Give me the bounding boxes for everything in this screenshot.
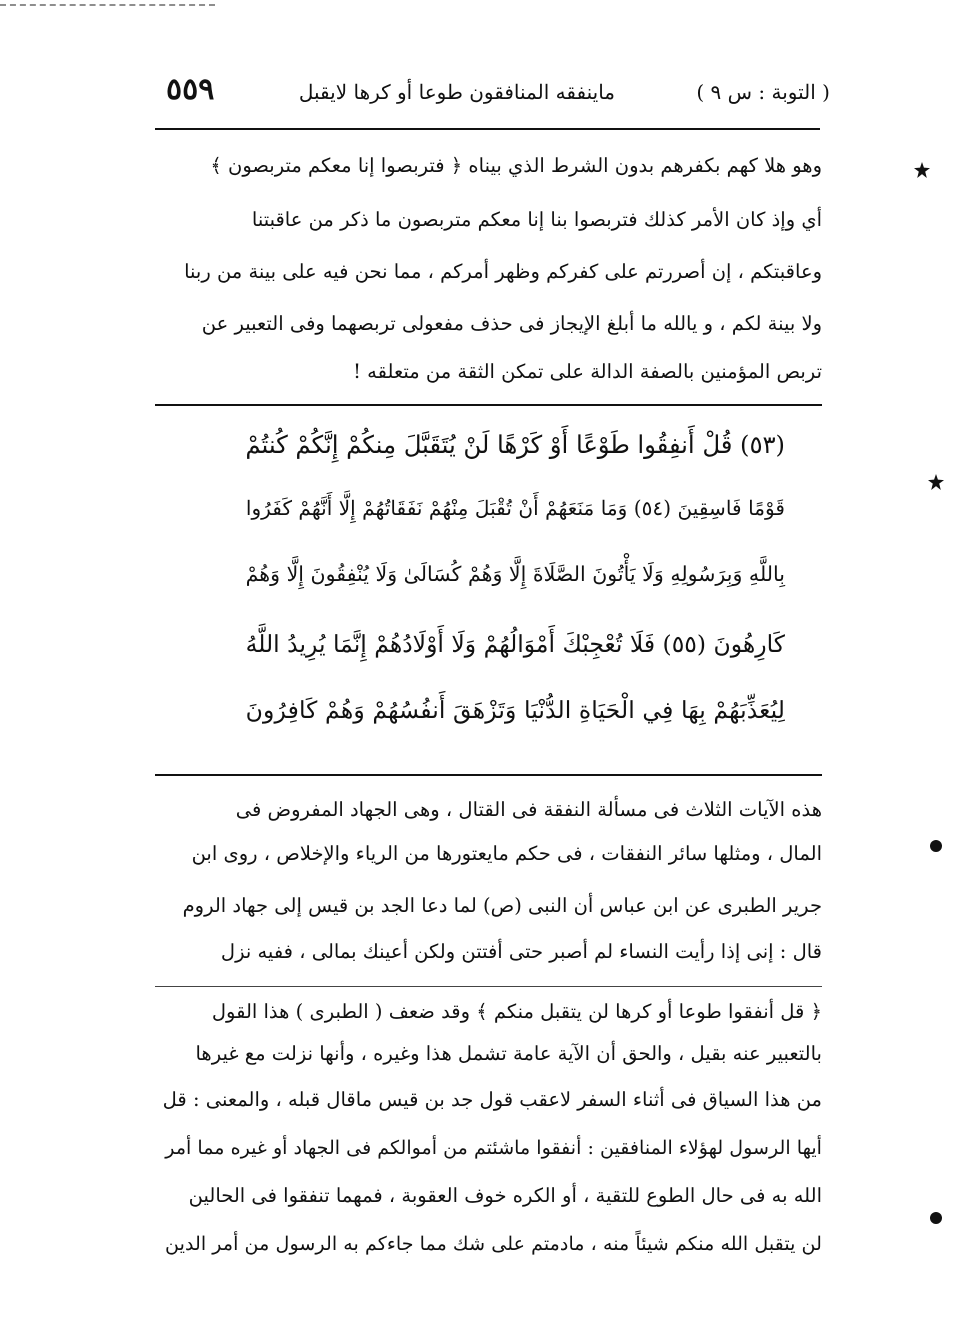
commentary-top	[158, 152, 822, 392]
verse-bottom-divider	[155, 774, 822, 776]
verse-line: (٥٣) قُلْ أَنفِقُوا طَوْعًا أَوْ كَرْهًا لَنْ يُتَقَبَّلَ مِنكُمْ إِنَّكُمْ كُنتُمْ	[245, 430, 785, 459]
text-separator	[155, 986, 822, 987]
header-divider	[155, 128, 820, 130]
commentary-bottom	[158, 1000, 822, 1300]
text-line: وعاقبتكم ، إن أصررتم على كفركم وظهر أمركم ، مما نحن فيه على بينة من ربنا	[184, 260, 822, 283]
scan-artifact	[0, 4, 215, 8]
text-line: من هذا السياق فى أثناء السفر لاعقب قول جد بن قيس ماقال قبله ، والمعنى : قل	[162, 1088, 822, 1111]
margin-mark-icon	[930, 1212, 942, 1224]
header-sura-reference: ( التوبة : س ٩ )	[696, 80, 830, 104]
text-line: قال : إنى إذا رأيت النساء لم أصبر حتى أفتتن ولكن أعينك بمالى ، ففيه نزل	[220, 940, 822, 963]
text-line: المال ، ومثلها سائر النفقات ، فى حكم مايعتورها من الرياء والإخلاص ، روى ابن	[191, 842, 822, 865]
text-line: تربص المؤمنين بالصفة الدالة على تمكن الثقة من متعلقه !	[353, 360, 822, 383]
text-line: الله به فى حال الطوع للتقية ، أو الكره خوف العقوبة ، فمهما تنفقوا فى الحالين	[188, 1184, 822, 1207]
margin-mark-icon	[930, 840, 942, 852]
verse-line: لِيُعَذِّبَهُمْ بِهَا فِي الْحَيَاةِ الدُّنْيَا وَتَزْهَقَ أَنفُسُهُمْ وَهُمْ كَافِرُونَ	[245, 696, 785, 724]
verse-line: بِاللَّهِ وَبِرَسُولِهِ وَلَا يَأْتُونَ الصَّلَاةَ إِلَّا وَهُمْ كُسَالَىٰ وَلَا يُنْفِقُونَ إِلَّا وَهُمْ	[245, 562, 785, 586]
verse-line: كَارِهُونَ (٥٥) فَلَا تُعْجِبْكَ أَمْوَالُهُمْ وَلَا أَوْلَادُهُمْ إِنَّمَا يُرِيدُ اللَّهُ	[245, 630, 785, 658]
text-line: ﴿ قل أنفقوا طوعا أو كرها لن يتقبل منكم ﴾ وقد ضعف ( الطبرى ) هذا القول	[211, 1000, 822, 1023]
header-title: ماينفقه المنافقون طوعا أو كرها لايقبل	[298, 80, 615, 104]
text-line: ولا بينة لكم ، و يالله ما أبلغ الإيجاز فى حذف مفعولى تربصهما وفى التعبير عن	[201, 312, 822, 335]
page-number: ٥٥٩	[166, 72, 215, 107]
commentary-middle	[158, 798, 822, 978]
margin-mark-icon	[928, 474, 944, 490]
verse-line: قَوْمًا فَاسِقِينَ (٥٤) وَمَا مَنَعَهُمْ أَنْ تُقْبَلَ مِنْهُمْ نَفَقَاتُهُمْ إِلَّا أَنَّهُمْ كَفَرُوا	[245, 496, 785, 520]
page-header	[160, 72, 830, 112]
text-line: جرير الطبرى عن ابن عباس أن النبى (ص) لما دعا الجد بن قيس إلى جهاد الروم	[182, 894, 822, 917]
text-line: بالتعبير عنه بقيل ، والحق أن الآية عامة تشمل هذا وغيره ، وأنها نزلت مع غيرها	[195, 1042, 822, 1065]
quran-verses	[240, 430, 785, 760]
text-line: أي وإذ كان الأمر كذلك فتربصوا بنا إنا معكم متربصون ما ذكر من عاقبتنا	[251, 208, 822, 231]
text-line: لن يتقبل الله منكم شيئاً منه ، مادمتم على شك مما جاءكم به الرسول من أمر الدين	[165, 1232, 822, 1255]
margin-mark-icon	[914, 162, 930, 178]
verse-top-divider	[155, 404, 822, 406]
text-line: وهو هلا كهم بكفرهم بدون الشرط الذي بيناه ﴿ فتربصوا إنا معكم متربصون ﴾	[210, 154, 822, 177]
text-line: أيها الرسول لهؤلاء المنافقين : أنفقوا ماشئتم من أموالكم فى الجهاد أو غيره مما أمر	[165, 1136, 822, 1159]
text-line: هذه الآيات الثلاث فى مسألة النفقة فى القتال ، وهى الجهاد المفروض فى	[235, 798, 822, 821]
